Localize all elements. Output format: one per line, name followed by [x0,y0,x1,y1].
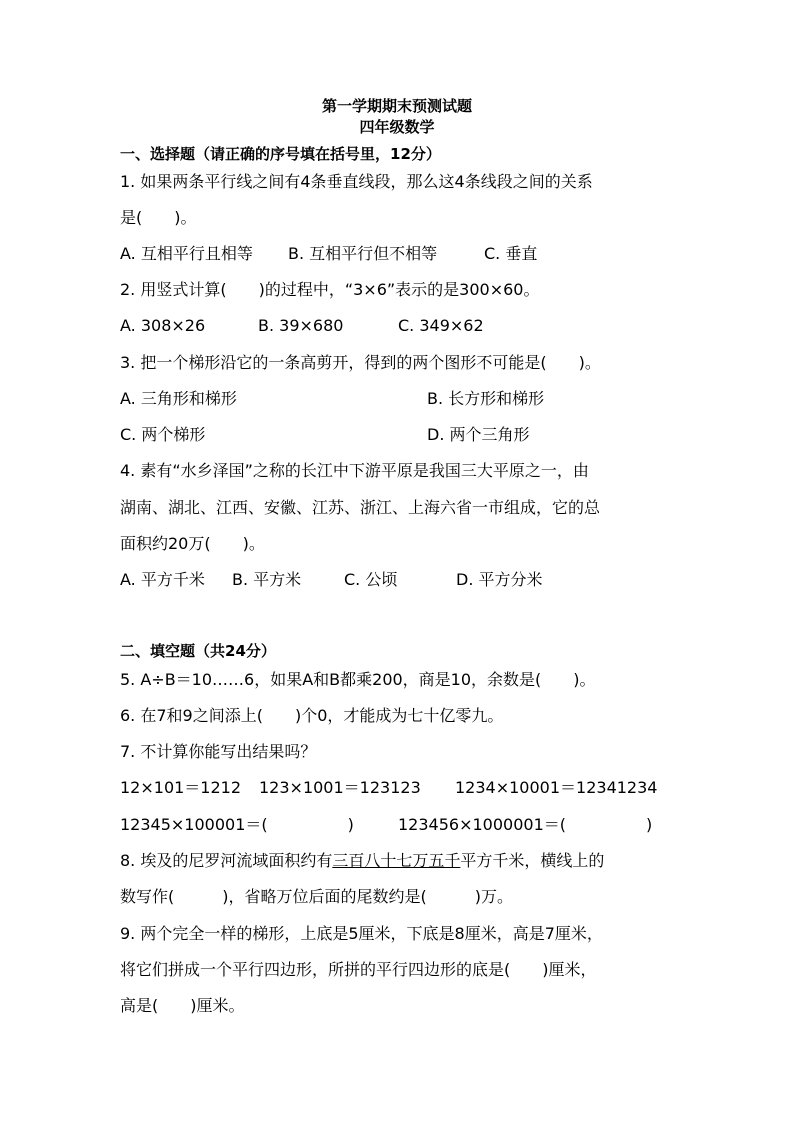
question-8-text-pre: 8. 埃及的尼罗河流域面积约有 [120,851,333,870]
question-4-line-1: 4. 素有“水乡泽国”之称的长江中下游平原是我国三大平原之一，由 [120,461,589,480]
question-1-line-2: 是( )。 [120,208,197,227]
question-2-option-c: C. 349×62 [398,316,484,335]
question-3-option-c: C. 两个梯形 [120,425,206,444]
question-4-option-d: D. 平方分米 [456,570,543,589]
question-8-line-2: 数写作( )，省略万位后面的尾数约是( )万。 [120,887,513,906]
question-9-line-3: 高是( )厘米。 [120,996,245,1015]
question-7-equation-1: 12×101＝1212 [120,778,242,797]
question-7-equation-5: 123456×1000001＝( ) [398,815,653,834]
question-1-option-b: B. 互相平行但不相等 [288,244,438,263]
question-2-line-1: 2. 用竖式计算( )的过程中，“3×6”表示的是300×60。 [120,280,540,299]
question-2-option-a: A. 308×26 [120,316,206,335]
question-3-option-d: D. 两个三角形 [427,425,530,444]
question-3-option-b: B. 长方形和梯形 [427,389,545,408]
question-2-option-b: B. 39×680 [258,316,344,335]
question-8-underlined-number: 三百八十七万五千 [332,851,461,870]
question-4-line-2: 湖南、湖北、江西、安徽、江苏、浙江、上海六省一市组成，它的总 [120,498,601,517]
question-4-option-a: A. 平方千米 [120,570,205,589]
section-heading-fill: 二、填空题（共24分） [120,642,276,660]
question-1-option-a: A. 互相平行且相等 [120,244,253,263]
question-4-option-c: C. 公顷 [344,570,398,589]
question-6: 6. 在7和9之间添上( )个0，才能成为七十亿零九。 [120,706,504,725]
question-8-text-post: 平方千米，横线上的 [460,851,605,870]
question-9-line-2: 将它们拼成一个平行四边形，所拼的平行四边形的底是( )厘米， [120,960,597,979]
question-5: 5. A÷B＝10……6，如果A和B都乘200，商是10，余数是( )。 [120,670,596,689]
question-8-line-1 [120,849,604,873]
question-1-option-c: C. 垂直 [484,244,538,263]
question-7-equation-2: 123×1001＝123123 [259,778,421,797]
section-heading-choice: 一、选择题（请正确的序号填在括号里，12分） [120,145,441,163]
question-4-line-3: 面积约20万( )。 [120,534,265,553]
question-1-line-1: 1. 如果两条平行线之间有4条垂直线段，那么这4条线段之间的关系 [120,172,593,191]
question-9-line-1: 9. 两个完全一样的梯形，上底是5厘米，下底是8厘米，高是7厘米， [120,924,603,943]
question-7-line-1: 7. 不计算你能写出结果吗？ [120,742,317,761]
page-subtitle: 四年级数学 [359,118,435,136]
page-title: 第一学期期末预测试题 [321,97,472,115]
question-4-option-b: B. 平方米 [232,570,302,589]
question-7-equation-3: 1234×10001＝12341234 [455,778,658,797]
question-3-option-a: A. 三角形和梯形 [120,389,237,408]
question-3-line-1: 3. 把一个梯形沿它的一条高剪开，得到的两个图形不可能是( )。 [120,353,601,372]
question-7-equation-4: 12345×100001＝( ) [120,815,354,834]
